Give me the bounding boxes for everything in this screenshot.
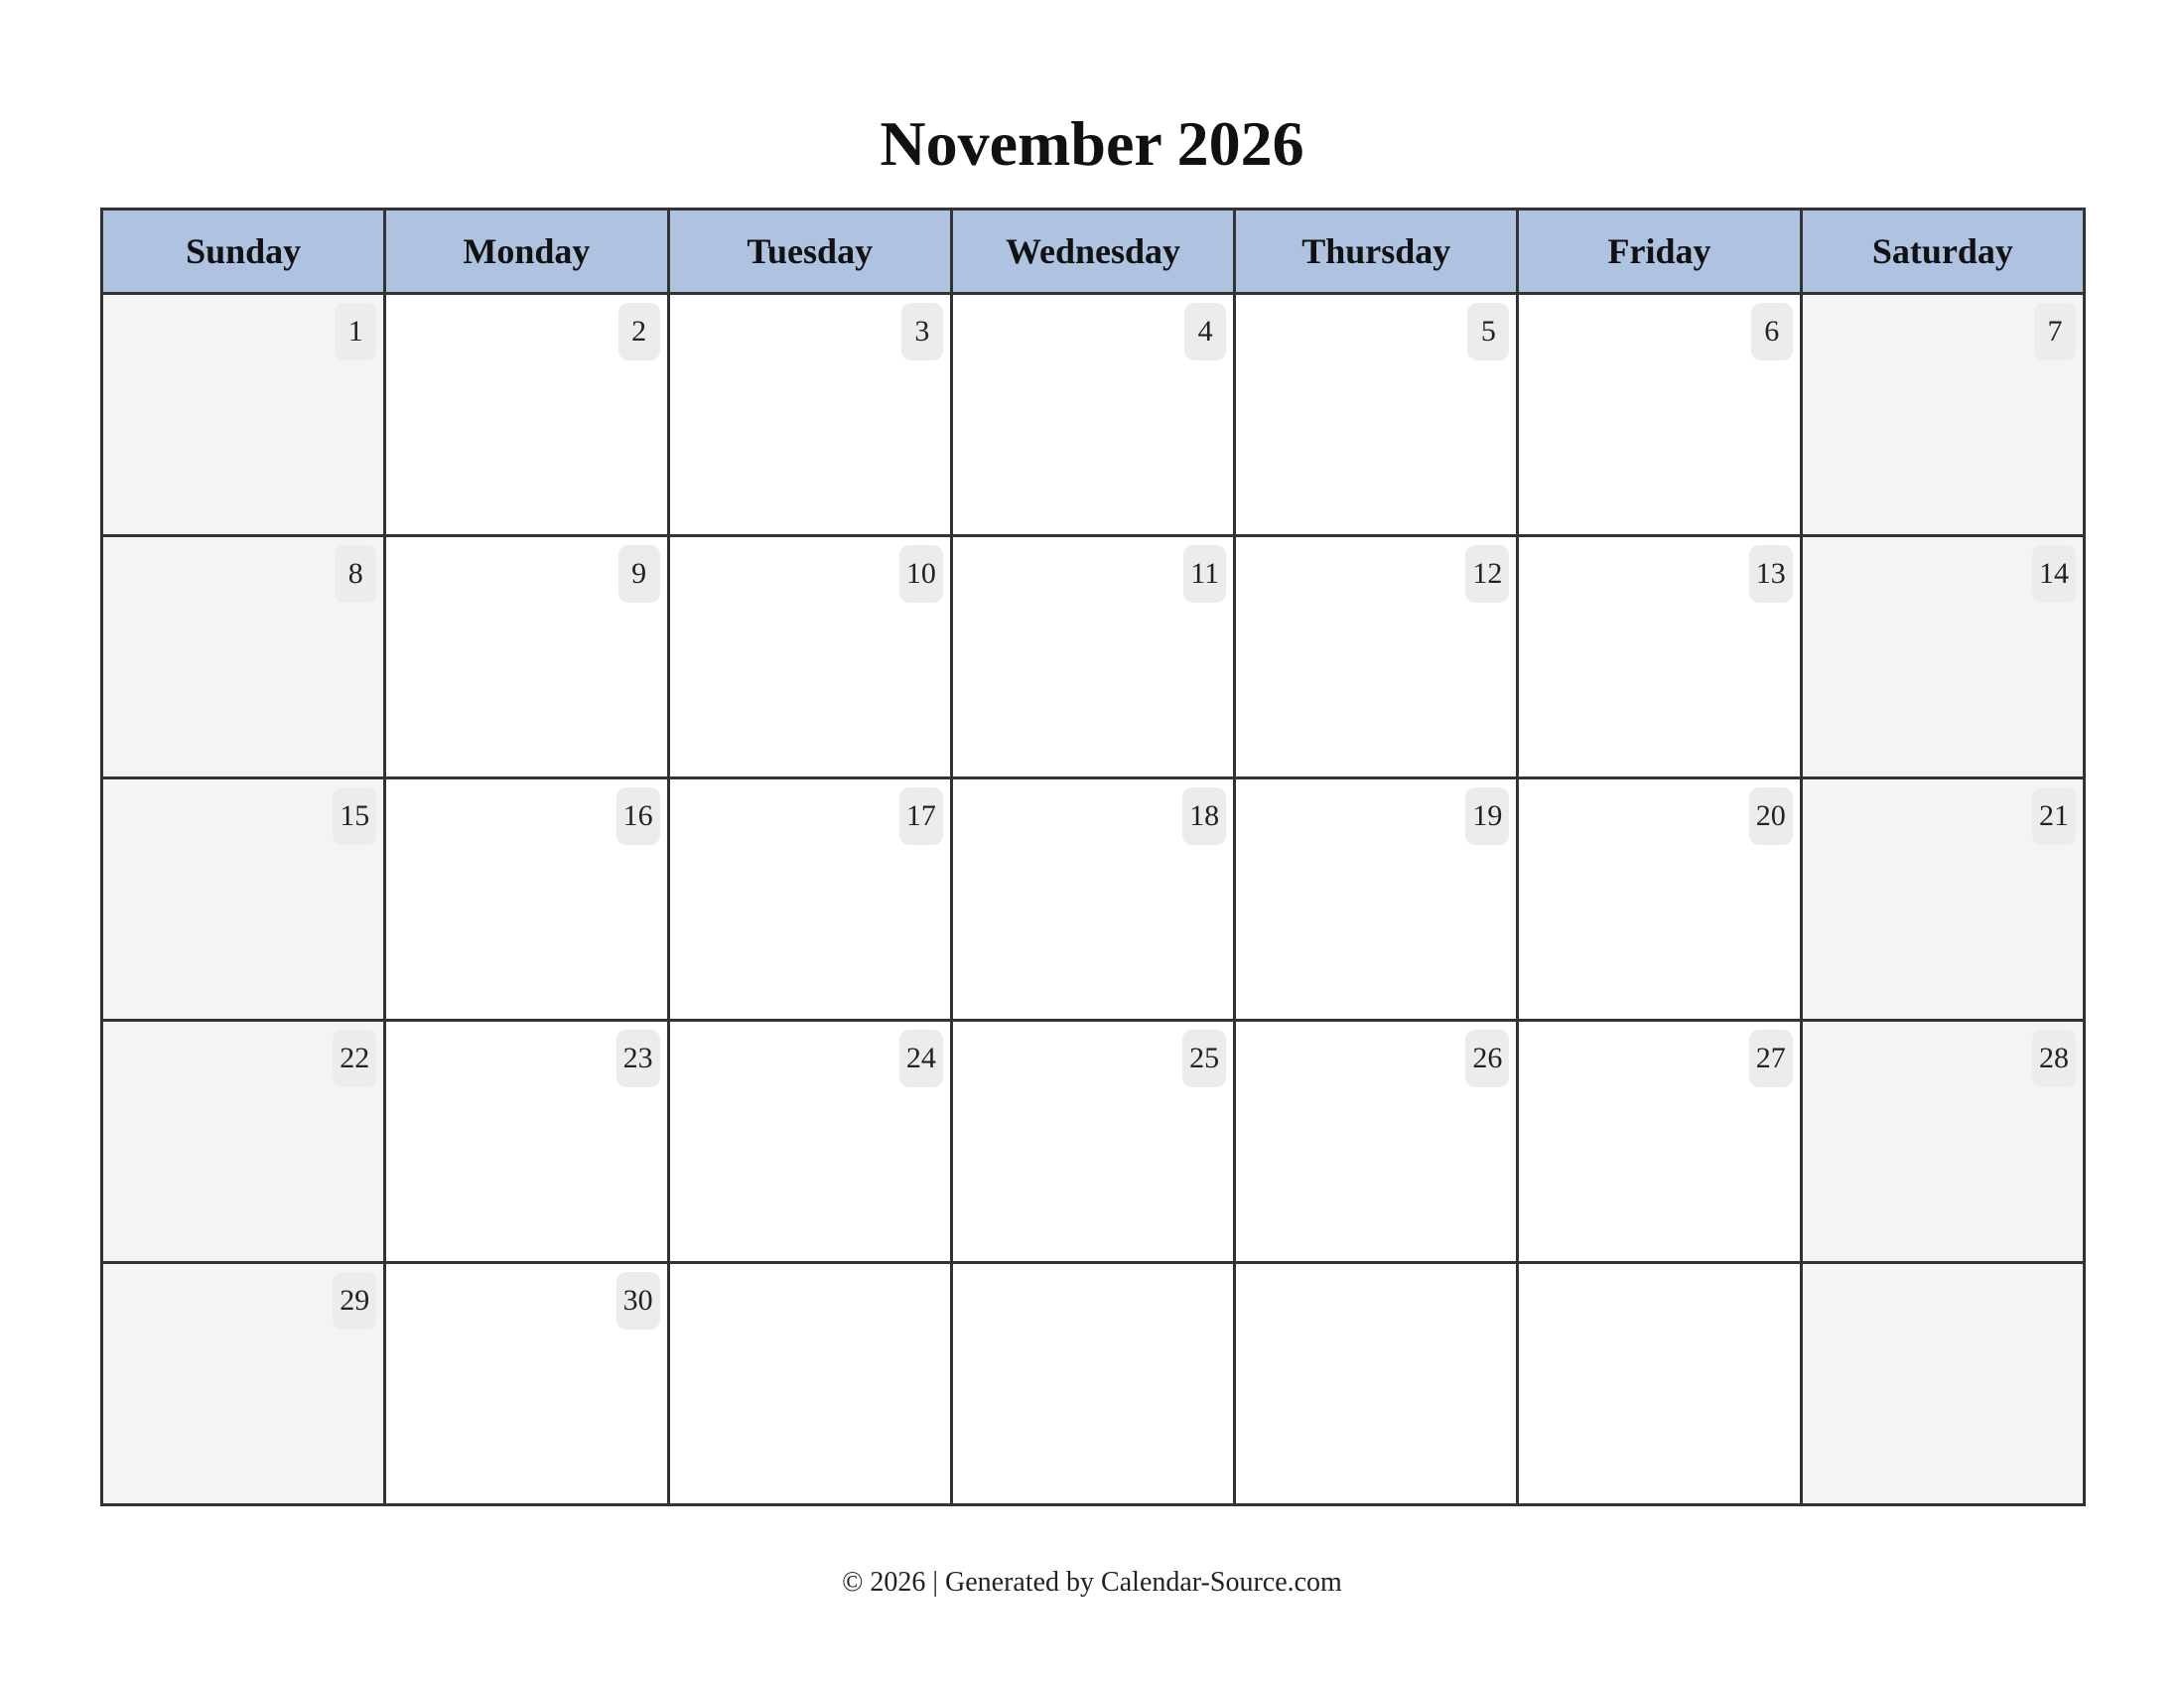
day-number: 1 [335,303,376,360]
day-cell [1801,1021,2084,1263]
weekday-header-saturday: Saturday [1801,210,2084,294]
day-cell [1235,778,1518,1021]
day-number: 16 [616,787,660,845]
day-cell [1518,294,1801,536]
day-cell [668,294,951,536]
calendar-grid [100,208,2086,1506]
weekday-header-sunday: Sunday [102,210,385,294]
day-cell [1518,778,1801,1021]
day-number: 3 [901,303,943,360]
day-number: 19 [1465,787,1509,845]
weekday-header-thursday: Thursday [1235,210,1518,294]
day-number: 14 [2032,545,2076,603]
day-number: 27 [1749,1030,1793,1087]
day-cell [102,1021,385,1263]
day-cell [385,536,668,778]
day-number: 9 [618,545,660,603]
footer-credit: © 2026 | Generated by Calendar-Source.com [842,1567,1342,1598]
day-cell [385,294,668,536]
day-number: 2 [618,303,660,360]
weekday-header-row [102,210,2085,294]
day-cell [102,294,385,536]
week-row [102,294,2085,536]
weekday-header-wednesday: Wednesday [951,210,1234,294]
day-cell [1801,294,2084,536]
day-cell [951,1021,1234,1263]
day-cell [1518,536,1801,778]
day-number: 5 [1467,303,1509,360]
weekday-header-monday: Monday [385,210,668,294]
day-cell [668,536,951,778]
day-cell [951,294,1234,536]
day-number: 21 [2032,787,2076,845]
day-cell [1235,536,1518,778]
day-cell [1801,536,2084,778]
day-cell [385,1263,668,1505]
day-number: 6 [1751,303,1793,360]
day-number: 24 [899,1030,943,1087]
week-row [102,1021,2085,1263]
weekday-header-friday: Friday [1518,210,1801,294]
day-number: 18 [1182,787,1226,845]
day-cell [668,1021,951,1263]
day-cell [102,778,385,1021]
day-cell [102,1263,385,1505]
day-number: 11 [1183,545,1226,603]
day-cell [668,778,951,1021]
day-cell [951,778,1234,1021]
day-cell [951,536,1234,778]
day-number: 12 [1465,545,1509,603]
day-number: 23 [616,1030,660,1087]
day-cell [1801,778,2084,1021]
week-row [102,1263,2085,1505]
day-number: 29 [333,1272,376,1330]
weekday-header-tuesday: Tuesday [668,210,951,294]
day-number: 15 [333,787,376,845]
day-cell [102,536,385,778]
week-row [102,778,2085,1021]
day-cell [1518,1021,1801,1263]
day-number: 22 [333,1030,376,1087]
day-cell [951,1263,1234,1505]
day-number: 13 [1749,545,1793,603]
day-number: 8 [335,545,376,603]
calendar-title: November 2026 [880,108,1304,179]
day-cell [1235,294,1518,536]
day-number: 20 [1749,787,1793,845]
day-cell [385,1021,668,1263]
day-cell [1518,1263,1801,1505]
day-cell [1235,1263,1518,1505]
day-cell [1801,1263,2084,1505]
day-cell [1235,1021,1518,1263]
day-cell [385,778,668,1021]
day-cell [668,1263,951,1505]
day-number: 28 [2032,1030,2076,1087]
week-row [102,536,2085,778]
day-number: 17 [899,787,943,845]
day-number: 7 [2034,303,2076,360]
day-number: 26 [1465,1030,1509,1087]
day-number: 10 [899,545,943,603]
day-number: 4 [1184,303,1226,360]
day-number: 30 [616,1272,660,1330]
day-number: 25 [1182,1030,1226,1087]
